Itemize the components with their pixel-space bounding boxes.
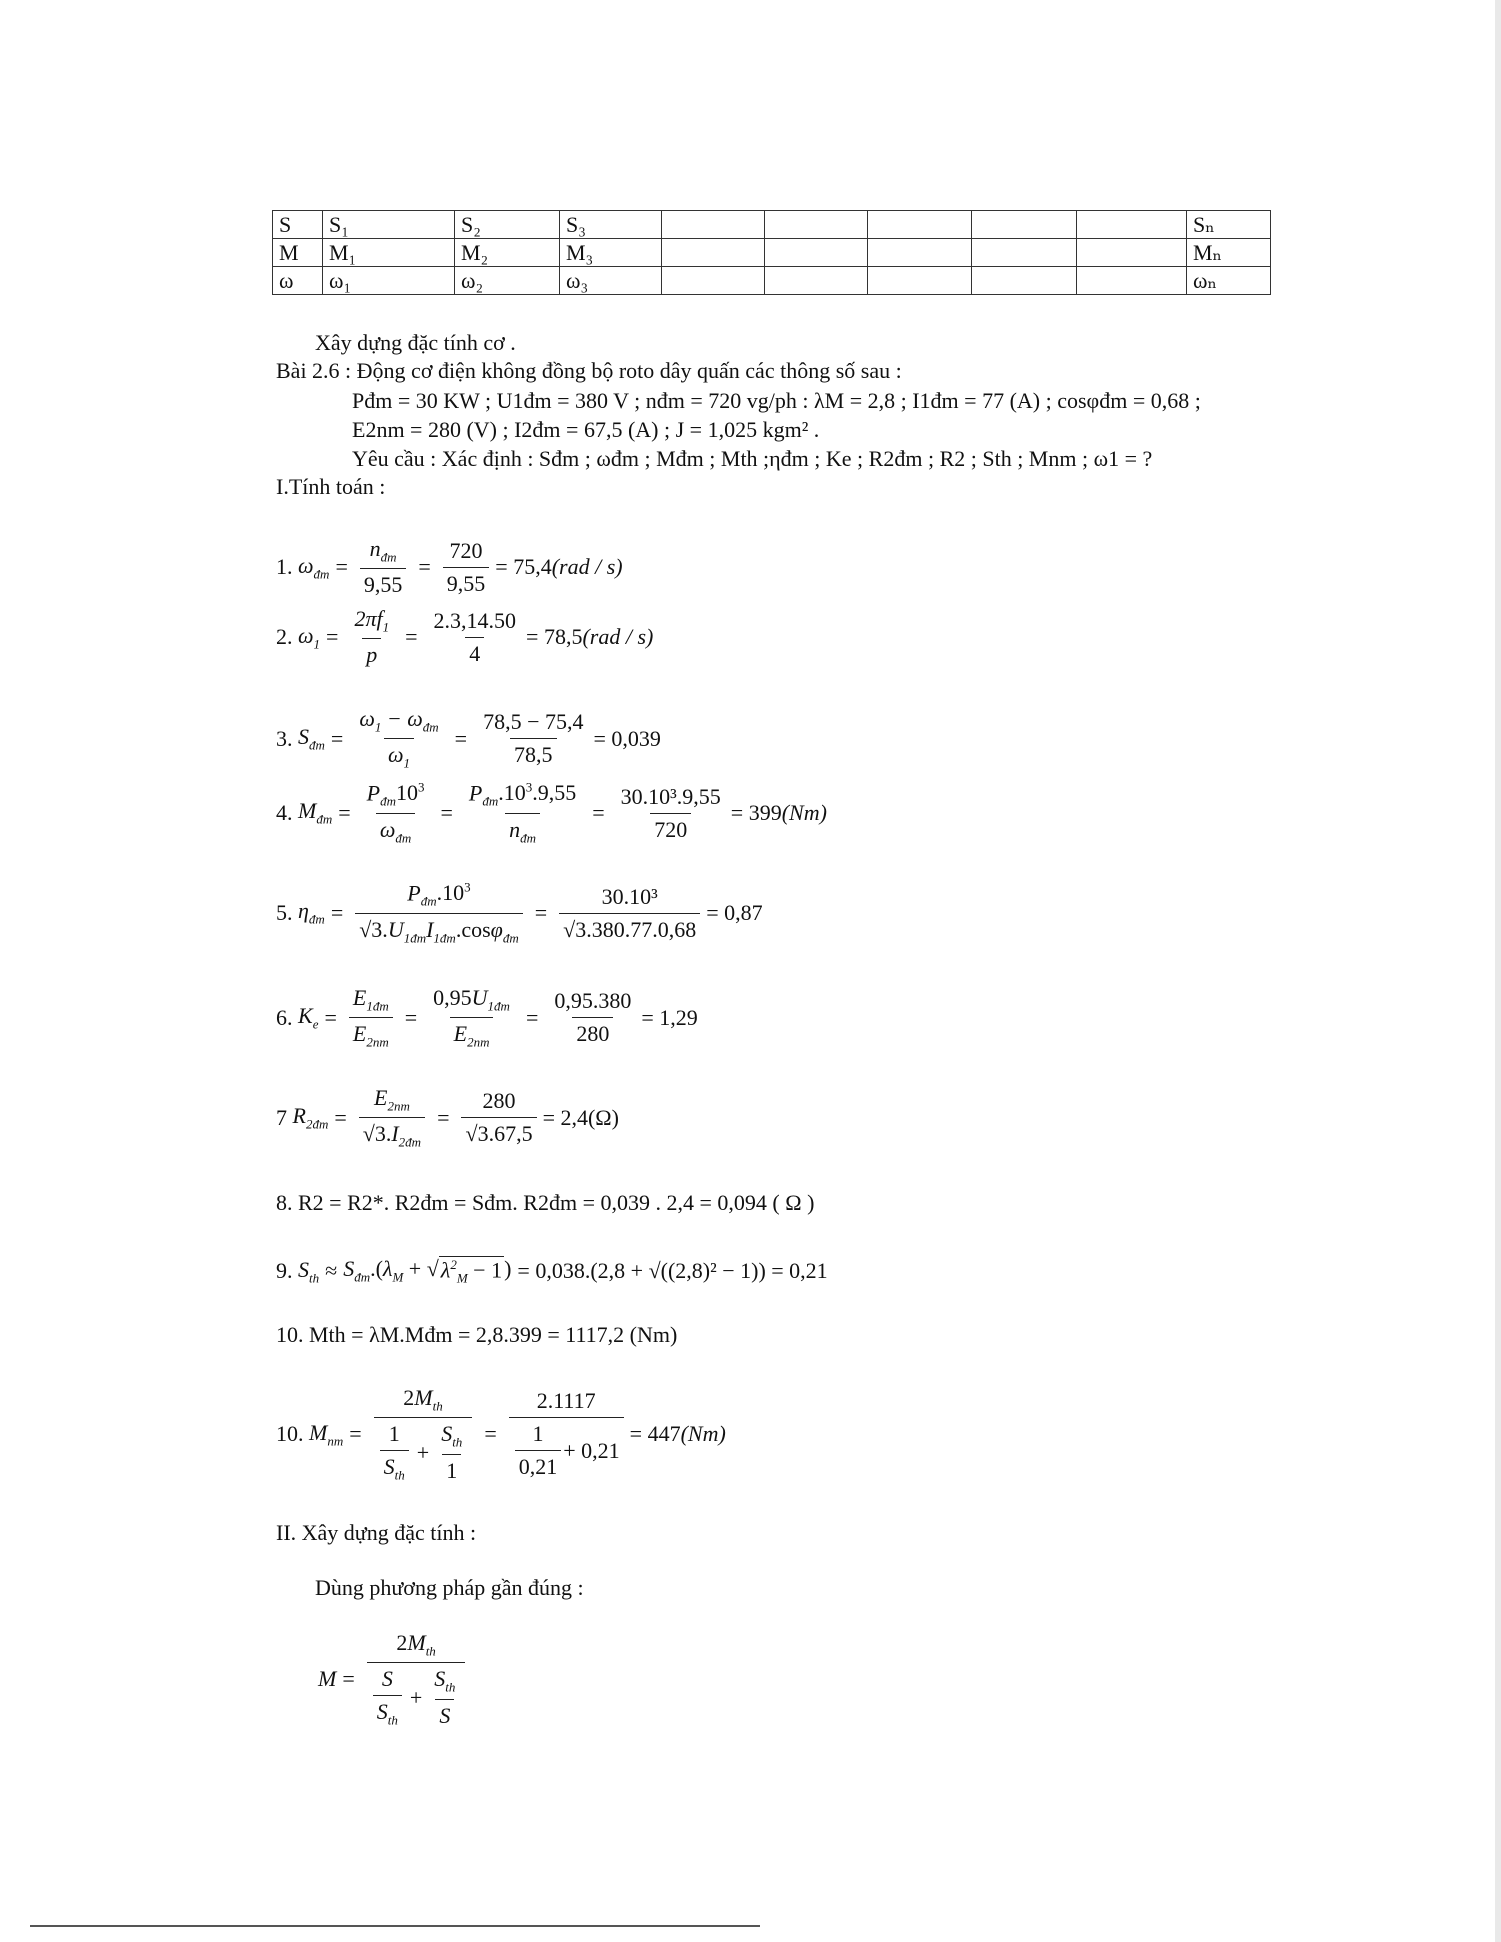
- table-cell: [868, 239, 972, 267]
- method-line: Dùng phương pháp gần đúng :: [315, 1575, 584, 1600]
- table-cell: S₂: [455, 211, 560, 239]
- table-cell: [972, 267, 1077, 295]
- table-cell: [972, 239, 1077, 267]
- formula-10-mth: 10. Mth = λM.Mđm = 2,8.399 = 1117,2 (Nm): [276, 1322, 678, 1347]
- table-cell: M: [273, 239, 323, 267]
- build-heading: Xây dựng đặc tính cơ .: [315, 330, 516, 355]
- table-cell: [1077, 211, 1187, 239]
- formula-5: 5. $\eta_{đm}$ = $\frac{P_{đm}.10^3}{√3.U_{1đm}I_{1đm}.\cos\varphi_{đm}}$ = $\frac{\text{30.10³}}{√3.380.77.0,68}$ = 0,87: [276, 880, 763, 946]
- formula-6: 6. $K_e$ = $\frac{E_{1đm}}{E_{2nm}}$ = $\frac{0,95U_{1đm}}{E_{2nm}}$ = $\frac{0,95.380}{280}$ = 1,29: [276, 985, 698, 1050]
- table-cell: ω: [273, 267, 323, 295]
- table-cell: ω₃: [560, 267, 662, 295]
- requirement-line: Yêu cầu : Xác định : Sđm ; ωđm ; Mđm ; Mth ;ηđm ; Ke ; R2đm ; R2 ; Sth ; Mnm ; ω1 = ?: [352, 446, 1153, 471]
- table-cell: [972, 211, 1077, 239]
- table-cell: [1077, 267, 1187, 295]
- table-cell: [1077, 239, 1187, 267]
- table-cell: M₂: [455, 239, 560, 267]
- table-cell: S₁: [323, 211, 455, 239]
- table-cell: S₃: [560, 211, 662, 239]
- table-cell: M₃: [560, 239, 662, 267]
- params-line-1: Pđm = 30 KW ; U1đm = 380 V ; nđm = 720 vg/ph : λM = 2,8 ; I1đm = 77 (A) ; cosφđm = 0,68 ;: [352, 388, 1201, 413]
- table-cell: Mₙ: [1187, 239, 1271, 267]
- table-cell: [765, 211, 868, 239]
- formula-10-mnm: 10. $M_{nm}$ = $2M_{th}$ $\frac{1}{S_{th}}$ + $\frac{S_{th}}{1}$ = 2.1117 $\frac{1}{0,21}$ + 0,21 = 447 (Nm): [276, 1385, 726, 1483]
- table-cell: [765, 239, 868, 267]
- params-line-2: E2nm = 280 (V) ; I2đm = 67,5 (A) ; J = 1,025 kgm² .: [352, 417, 820, 442]
- table-cell: S: [273, 211, 323, 239]
- section-calculation: I.Tính toán :: [276, 474, 386, 499]
- problem-title: Bài 2.6 : Động cơ điện không đồng bộ roto dây quấn các thông số sau :: [276, 358, 902, 383]
- table-cell: [765, 267, 868, 295]
- formula-4: 4. $M_{đm}$ = $\frac{P_{đm}10^3}{\omega_{đm}}$ = $\frac{P_{đm}.10^3.9,55}{n_{đm}}$ = $\frac{\text{30.10³.9,55}}{720}$ = 399 (Nm): [276, 780, 827, 846]
- formula-9: 9. $S_{th}$ ≈ $S_{đm}.(\lambda_M$ + √ $\lambda^2_M - 1$ ) = 0,038.(2,8 + √((2,8)² − 1)) = 0,21: [276, 1256, 828, 1286]
- section-build: II. Xây dựng đặc tính :: [276, 1520, 477, 1545]
- formula-7: 7 $R_{2đm}$ = $\frac{E_{2nm}}{√3.I_{2đm}}$ = $\frac{280}{√3.67,5}$ = 2,4(Ω): [276, 1085, 619, 1150]
- table-cell: [868, 211, 972, 239]
- table-cell: Sₙ: [1187, 211, 1271, 239]
- table-cell: [662, 239, 765, 267]
- formula-2: 2. $\omega_1$ = $\frac{2\pi f_1}{p}$ = $\frac{2.3,14.50}{4}$ = 78,5 (rad / s): [276, 606, 654, 668]
- table-row: [273, 239, 1271, 267]
- table-cell: ωₙ: [1187, 267, 1271, 295]
- formula-8: 8. R2 = R2*. R2đm = Sđm. R2đm = 0,039 . 2,4 = 0,094 ( Ω ): [276, 1190, 815, 1215]
- table-cell: M₁: [323, 239, 455, 267]
- table-row: [273, 267, 1271, 295]
- table-cell: ω₁: [323, 267, 455, 295]
- table-cell: ω₂: [455, 267, 560, 295]
- formula-kloss: M = $2M_{th}$ $\frac{S}{S_{th}}$ + $\frac{S_{th}}{S}$: [318, 1630, 471, 1729]
- table-cell: [662, 211, 765, 239]
- table-cell: [868, 267, 972, 295]
- formula-1: 1. $\omega_{đm}$ = $\frac{n_{đm}}{9,55}$ = $\frac{720}{9,55}$ = 75,4 (rad / s): [276, 536, 623, 598]
- table-cell: [662, 267, 765, 295]
- bottom-rule: [30, 1925, 760, 1927]
- table-row: [273, 211, 1271, 239]
- formula-3: 3. $S_{đm}$ = $\frac{\omega_1 - \omega_{đm}}{\omega_1}$ = $\frac{78,5 - 75,4}{78,5}$ = 0,039: [276, 706, 661, 771]
- page-edge: [1495, 0, 1501, 1942]
- slip-table: [272, 210, 1271, 295]
